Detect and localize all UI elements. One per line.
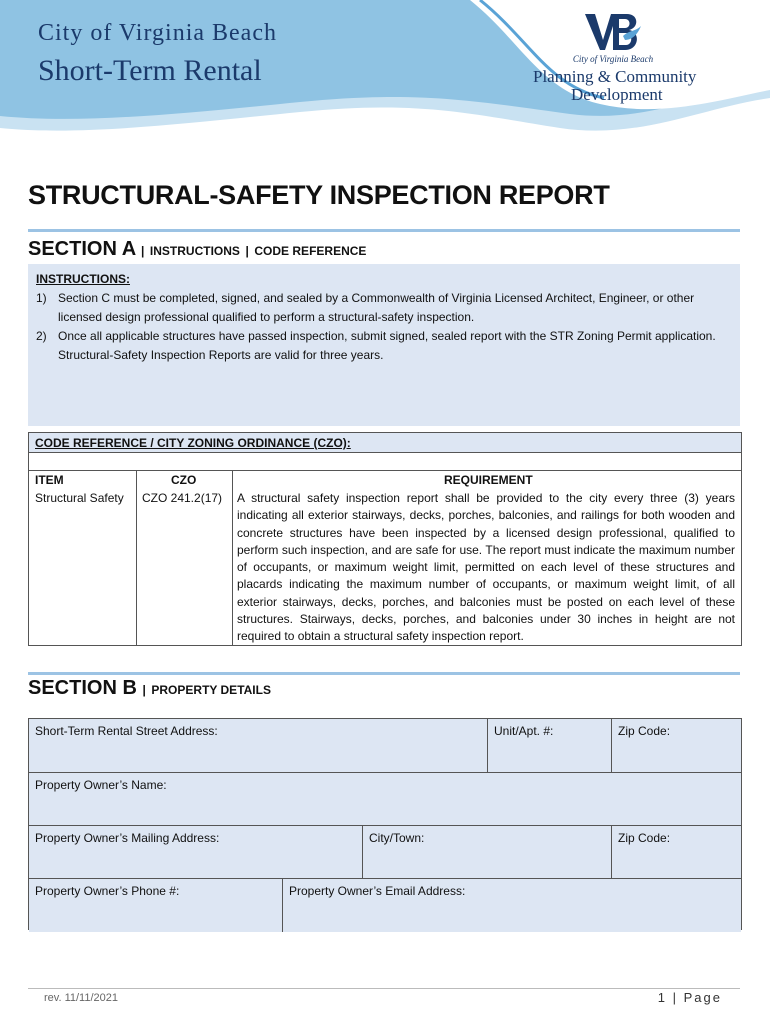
zip-code-field[interactable] [612, 719, 741, 772]
section-b-heading [28, 677, 271, 700]
section-b-separator: | [142, 683, 146, 697]
cell-divider [362, 826, 363, 879]
column-header-czo: CZO [171, 473, 197, 487]
code-reference-spacer-row [29, 453, 741, 471]
page-word: Page [683, 990, 722, 1005]
unit-label: Unit/Apt. #: [494, 724, 554, 738]
column-divider [232, 471, 233, 645]
cell-divider [282, 879, 283, 932]
owner-name-label: Property Owner’s Name: [35, 778, 167, 792]
code-reference-title: CODE REFERENCE / CITY ZONING ORDINANCE (CZO): [29, 433, 741, 453]
code-reference-table [28, 432, 742, 646]
section-b-divider [28, 672, 740, 675]
email-label: Property Owner’s Email Address: [289, 884, 466, 898]
instructions-title: INSTRUCTIONS: [36, 272, 130, 286]
mailing-address-field[interactable] [29, 826, 362, 879]
column-divider [136, 471, 137, 645]
email-field[interactable] [283, 879, 741, 932]
zip-code-label: Zip Code: [618, 724, 671, 738]
city-town-label: City/Town: [369, 831, 425, 845]
section-a-sub-instructions: INSTRUCTIONS [149, 244, 240, 258]
section-a-heading [28, 238, 366, 261]
column-header-item: ITEM [35, 473, 64, 487]
section-a-separator: | [140, 244, 145, 258]
form-row [29, 773, 741, 826]
column-header-requirement: REQUIREMENT [444, 473, 533, 487]
form-row [29, 719, 741, 772]
cell-divider [611, 826, 612, 879]
owner-name-field[interactable] [29, 773, 741, 826]
instruction-number: 2) [36, 329, 47, 343]
cell-divider [487, 719, 488, 772]
section-a-separator: | [245, 244, 249, 258]
section-b-label: SECTION B [28, 677, 137, 699]
mailing-address-label: Property Owner’s Mailing Address: [35, 831, 220, 845]
page-number [658, 990, 722, 1005]
program-name: Short-Term Rental [38, 54, 262, 87]
instruction-text: Section C must be completed, signed, and sealed by a Commonwealth of Virginia Licensed Architect, Engineer, or other licensed design professional qualified to perform a structural-safety inspection. [58, 291, 695, 324]
cell-requirement: A structural safety inspection report shall be provided to the city every three (3) years indicating all exterior stairways, decks, porches, balconies, and railings for both wooden and concrete structures have been inspected by a licensed design professional, qualified to perform such inspection, and are safe for use. The report must indicate the maximum number of occupants, or maximum weight limit, permitted on each level of these structures and placards indicating the maximum number of occupants, or maximum weight limit, of all exterior stairways, decks, porches, and balconies must be posted on each level of these structures. Stairways, decks, porches, and balconies under 30 inches in height are not required to obtain a structural safety inspection report. [237, 491, 735, 644]
header-banner [0, 0, 770, 150]
zip-code-field[interactable] [612, 826, 741, 879]
department-name-line1: Planning & Community [533, 67, 697, 86]
property-details-form [28, 718, 742, 930]
page-title: STRUCTURAL-SAFETY INSPECTION REPORT [28, 180, 610, 210]
vb-logo-icon [583, 10, 643, 54]
section-a-label: SECTION A [28, 238, 136, 260]
zip-code-label: Zip Code: [618, 831, 671, 845]
street-address-label: Short-Term Rental Street Address: [35, 724, 218, 738]
instruction-text: Once all applicable structures have passed inspection, submit signed, sealed report with the STR Zoning Permit application. Structural-Safety Inspection Reports are valid for three years. [58, 329, 716, 362]
cell-divider [611, 719, 612, 772]
instructions-box [28, 264, 740, 426]
revision-date: rev. 11/11/2021 [44, 992, 118, 1004]
phone-label: Property Owner’s Phone #: [35, 884, 180, 898]
cell-item: Structural Safety [35, 491, 124, 505]
city-town-field[interactable] [363, 826, 611, 879]
footer-divider [28, 988, 740, 989]
cell-czo: CZO 241.2(17) [142, 491, 223, 505]
page-number-separator: | [672, 990, 678, 1005]
section-b-sub-property-details: PROPERTY DETAILS [151, 683, 271, 697]
title-divider [28, 229, 740, 232]
form-row [29, 826, 741, 879]
section-a-sub-code-reference: CODE REFERENCE [254, 244, 367, 258]
logo-subtitle: City of Virginia Beach [572, 54, 654, 64]
city-name: City of Virginia Beach [38, 20, 277, 46]
form-row [29, 879, 741, 932]
street-address-field[interactable] [29, 719, 487, 772]
phone-field[interactable] [29, 879, 282, 932]
department-name-line2: Development [571, 85, 663, 104]
unit-field[interactable] [488, 719, 611, 772]
page-number-value: 1 [657, 990, 667, 1005]
instruction-number: 1) [36, 291, 47, 305]
